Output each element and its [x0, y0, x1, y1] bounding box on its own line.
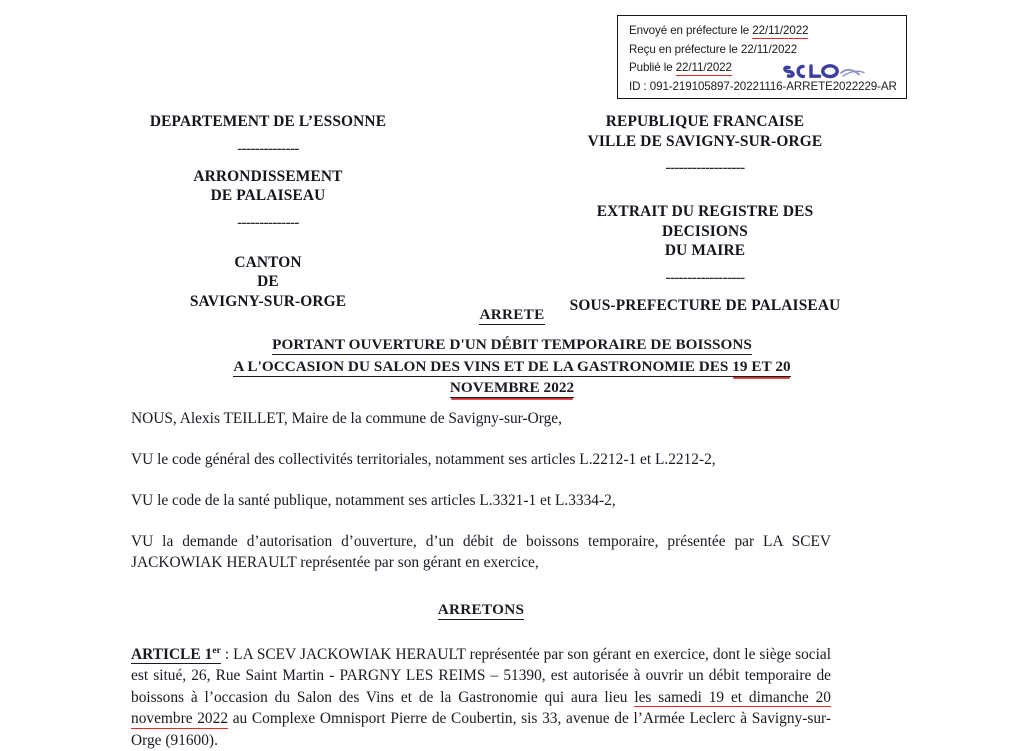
canton-de-line: DE: [257, 273, 279, 291]
stamp-received-date: 22/11/2022: [740, 42, 798, 56]
article-1-colon: :: [220, 646, 234, 663]
paragraph-nous: NOUS, Alexis TEILLET, Maire de la commune de Savigny-sur-Orge,: [131, 410, 562, 427]
letterhead-separator-1: --------------: [237, 140, 299, 157]
article-1-text-before: LA SCEV JACKOWIAK HERAULT représentée par son gérant en exercice, dont le siège social est situé, 26, Rue Saint Martin - PARGNY LES REIMS – 51390, est autorisée à ouvrir un débit temporaire de boissons à l’occasion du Salon des Vins et de la Gastronomie qui aura lieu: [131, 646, 831, 706]
letterhead-right-column: [490, 112, 920, 316]
subtitle-line-2-dates: 19 ET 20: [732, 357, 791, 375]
article-1-text-after: au Complexe Omnisport Pierre de Coubertin, sis 33, avenue de l’Armée Leclerc à Savigny-sur-Orge (91600).: [131, 710, 832, 749]
sous-prefecture-line: SOUS-PREFECTURE DE PALAISEAU: [569, 296, 841, 314]
article-1-label: [131, 646, 221, 664]
stamp-sent-line: [629, 22, 906, 41]
subtitle-line-3: NOVEMBRE 2022: [449, 379, 575, 396]
paragraph-vu-collectivites: VU le code général des collectivités territoriales, notamment ses articles L.2212-1 et L.2212-2,: [131, 451, 716, 468]
mayor-line: DU MAIRE: [664, 242, 746, 260]
republic-line: REPUBLIQUE FRANCAISE: [605, 113, 805, 130]
decisions-line: DECISIONS: [661, 222, 749, 240]
article-1-paragraph: [131, 644, 831, 751]
stamp-received-label: Reçu en préfecture le: [629, 42, 738, 56]
canton-line: CANTON: [234, 253, 302, 271]
letterhead: [0, 112, 1024, 316]
paragraph-vu-demande: VU la demande d’autorisation d’ouverture, d’un débit de boissons temporaire, présentée par LA SCEV JACKOWIAK HERAULT représentée par son gérant en exercice,: [131, 533, 831, 571]
stamp-published-label: Publié le: [629, 61, 673, 75]
extract-register-line: EXTRAIT DU REGISTRE DES: [596, 203, 814, 221]
document-subtitle: [160, 334, 864, 399]
letterhead-separator-2: --------------: [237, 214, 299, 231]
canton-name-line: SAVIGNY-SUR-ORGE: [189, 292, 347, 310]
stamp-sent-date: 22/11/2022: [752, 24, 809, 37]
letterhead-left-column: [68, 112, 468, 312]
department-line: DEPARTEMENT DE L’ESSONNE: [149, 113, 387, 130]
subtitle-line-1: PORTANT OUVERTURE D'UN DÉBIT TEMPORAIRE DE BOISSONS: [272, 336, 752, 353]
arretons-heading-text: ARRETONS: [437, 601, 525, 618]
prefecture-stamp-box: [617, 15, 907, 99]
stamp-published-line: [629, 59, 906, 78]
paragraph-vu-sante: VU le code de la santé publique, notamment ses articles L.3321-1 et L.3334-2,: [131, 492, 616, 509]
arrondissement-line: ARRONDISSEMENT: [193, 167, 343, 185]
subtitle-line-2-text: A L'OCCASION DU SALON DES VINS ET DE LA GASTRONOMIE DES: [233, 357, 733, 375]
article-1-highlight-dates: les samedi 19 et dimanche 20 novembre 2022: [131, 688, 831, 728]
article-1-label-superscript: er: [212, 644, 221, 656]
letterhead-right-separator-2: ------------------: [665, 269, 745, 286]
stamp-sent-label: Envoyé en préfecture le: [629, 24, 750, 37]
stamp-received-line: [629, 41, 906, 60]
arrete-heading-text: ARRETE: [479, 306, 545, 323]
city-line: VILLE DE SAVIGNY-SUR-ORGE: [587, 132, 823, 150]
arrondissement-place-line: DE PALAISEAU: [210, 187, 326, 205]
letterhead-right-separator-1: ------------------: [665, 160, 745, 177]
article-1-label-text: ARTICLE 1: [131, 646, 213, 663]
stamp-published-date: 22/11/2022: [675, 61, 732, 75]
document-body: [131, 408, 831, 751]
arrete-heading: [0, 306, 1024, 324]
stamp-id-line: ID : 091-219105897-20221116-ARRETE2022229-AR: [629, 79, 897, 93]
arretons-heading: [131, 599, 831, 620]
